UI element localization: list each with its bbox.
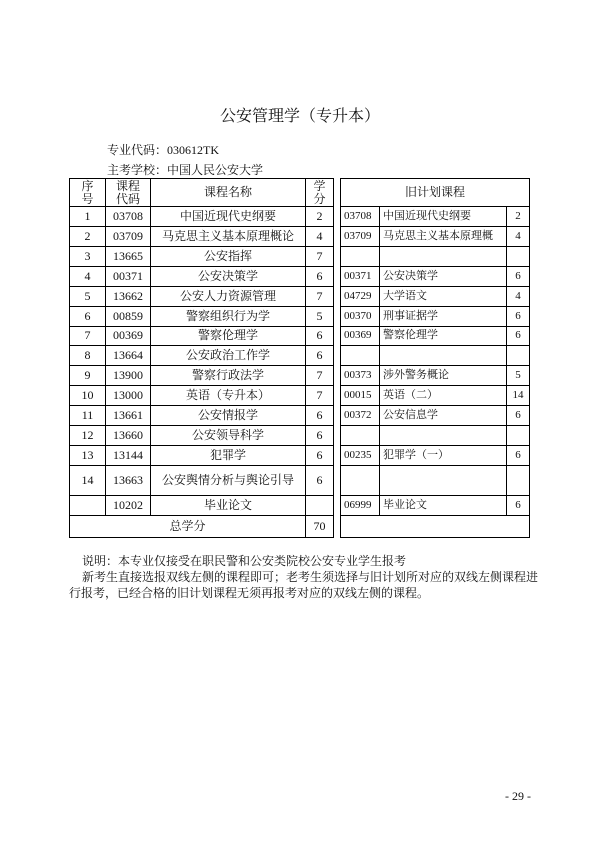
total-credit: 70 xyxy=(306,515,334,537)
course-code-cell: 13144 xyxy=(106,445,151,465)
course-code-cell: 13900 xyxy=(106,366,151,386)
credit-cell: 4 xyxy=(306,227,334,247)
course-code-cell: 00369 xyxy=(106,326,151,346)
old-course-code-cell: 00015 xyxy=(341,386,380,406)
course-code-cell: 13660 xyxy=(106,425,151,445)
table-row xyxy=(70,247,334,267)
old-plan-row xyxy=(341,266,530,286)
table-row xyxy=(70,286,334,306)
old-plan-row xyxy=(341,247,530,267)
old-course-code-cell: 03708 xyxy=(341,207,380,227)
old-plan-row xyxy=(341,366,530,386)
old-plan-header: 旧计划课程 xyxy=(341,179,530,207)
old-credit-cell: 2 xyxy=(507,207,530,227)
old-course-name-cell xyxy=(380,346,507,366)
old-course-name-cell: 刑事证据学 xyxy=(380,306,507,326)
old-plan-total-blank xyxy=(341,515,530,537)
old-credit-cell: 6 xyxy=(507,306,530,326)
old-plan-row xyxy=(341,386,530,406)
table-row xyxy=(70,346,334,366)
credit-cell: 6 xyxy=(306,425,334,445)
seq-cell: 10 xyxy=(70,386,106,406)
course-name-cell: 公安决策学 xyxy=(151,266,306,286)
credit-cell: 7 xyxy=(306,247,334,267)
table-row xyxy=(70,445,334,465)
course-name-cell: 毕业论文 xyxy=(151,495,306,515)
credit-cell: 7 xyxy=(306,386,334,406)
major-code: 专业代码：030612TK xyxy=(107,143,219,157)
old-plan-row xyxy=(341,326,530,346)
seq-cell: 11 xyxy=(70,406,106,426)
page-number: - 29 - xyxy=(505,789,531,803)
old-credit-cell: 4 xyxy=(507,286,530,306)
course-name-cell: 公安指挥 xyxy=(151,247,306,267)
course-name-cell: 马克思主义基本原理概论 xyxy=(151,227,306,247)
exam-school: 主考学校：中国人民公安大学 xyxy=(107,163,264,177)
table-row xyxy=(70,465,334,495)
total-row xyxy=(70,515,334,537)
course-name-cell: 犯罪学 xyxy=(151,445,306,465)
old-course-name-cell: 英语（二） xyxy=(380,386,507,406)
old-credit-cell: 6 xyxy=(507,266,530,286)
seq-cell xyxy=(70,495,106,515)
old-credit-cell: 6 xyxy=(507,406,530,426)
table-row xyxy=(70,425,334,445)
credit-cell: 6 xyxy=(306,346,334,366)
old-course-code-cell: 00372 xyxy=(341,406,380,426)
old-course-name-cell xyxy=(380,425,507,445)
seq-cell: 5 xyxy=(70,286,106,306)
old-course-code-cell: 06999 xyxy=(341,495,380,515)
course-code-cell: 10202 xyxy=(106,495,151,515)
seq-cell: 1 xyxy=(70,207,106,227)
credit-header-label: 学分 xyxy=(313,178,326,206)
course-code-cell: 00371 xyxy=(106,266,151,286)
course-code-cell: 00859 xyxy=(106,306,151,326)
course-name-cell: 警察伦理学 xyxy=(151,326,306,346)
old-course-code-cell xyxy=(341,346,380,366)
old-plan-row xyxy=(341,425,530,445)
credit-cell: 7 xyxy=(306,366,334,386)
old-course-name-cell: 公安信息学 xyxy=(380,406,507,426)
table-row xyxy=(70,366,334,386)
table-header-row xyxy=(70,179,334,207)
course-name-cell: 警察组织行为学 xyxy=(151,306,306,326)
note-line: 说明：本专业仅接受在职民警和公安类院校公安专业学生报考 xyxy=(82,554,407,568)
page-title: 公安管理学（专升本） xyxy=(219,108,380,125)
seq-cell: 3 xyxy=(70,247,106,267)
course-code-cell: 03708 xyxy=(106,207,151,227)
old-credit-cell: 5 xyxy=(507,366,530,386)
old-course-name-cell: 马克思主义基本原理概 xyxy=(380,227,507,247)
old-credit-cell: 6 xyxy=(507,445,530,465)
note-line: 新考生直接选报双线左侧的课程即可；老考生须选择与旧计划所对应的双线左侧课程进 xyxy=(82,570,539,584)
old-credit-cell: 6 xyxy=(507,326,530,346)
course-code-cell: 13661 xyxy=(106,406,151,426)
course-name-cell: 英语（专升本） xyxy=(151,386,306,406)
course-name-cell: 公安领导科学 xyxy=(151,425,306,445)
seq-cell: 8 xyxy=(70,346,106,366)
course-name-cell: 公安情报学 xyxy=(151,406,306,426)
old-course-code-cell: 00370 xyxy=(341,306,380,326)
course-name-cell: 警察行政法学 xyxy=(151,366,306,386)
old-course-name-cell: 警察伦理学 xyxy=(380,326,507,346)
name-header: 课程名称 xyxy=(151,179,306,207)
old-course-name-cell xyxy=(380,247,507,267)
old-course-name-cell: 涉外警务概论 xyxy=(380,366,507,386)
old-plan-total-row xyxy=(341,515,530,537)
old-credit-cell: 14 xyxy=(507,386,530,406)
seq-cell: 12 xyxy=(70,425,106,445)
table-row xyxy=(70,495,334,515)
seq-header xyxy=(70,179,106,207)
course-code-cell: 13000 xyxy=(106,386,151,406)
seq-cell: 6 xyxy=(70,306,106,326)
old-plan-row xyxy=(341,346,530,366)
credit-cell: 2 xyxy=(306,207,334,227)
seq-header-label: 序号 xyxy=(81,178,94,206)
course-code-cell: 13665 xyxy=(106,247,151,267)
credit-cell: 5 xyxy=(306,306,334,326)
old-plan-row xyxy=(341,227,530,247)
old-credit-cell xyxy=(507,247,530,267)
credit-cell: 6 xyxy=(306,326,334,346)
old-course-name-cell: 毕业论文 xyxy=(380,495,507,515)
seq-cell: 4 xyxy=(70,266,106,286)
course-name-cell: 公安政治工作学 xyxy=(151,346,306,366)
old-plan-row xyxy=(341,406,530,426)
table-row xyxy=(70,326,334,346)
old-course-code-cell xyxy=(341,465,380,495)
course-table xyxy=(69,178,334,538)
old-plan-table xyxy=(340,178,530,538)
credit-cell: 6 xyxy=(306,406,334,426)
old-plan-row xyxy=(341,207,530,227)
old-course-code-cell: 00369 xyxy=(341,326,380,346)
old-course-code-cell: 00373 xyxy=(341,366,380,386)
seq-cell: 7 xyxy=(70,326,106,346)
table-row xyxy=(70,207,334,227)
course-name-cell: 公安舆情分析与舆论引导 xyxy=(151,465,306,495)
old-course-code-cell: 00371 xyxy=(341,266,380,286)
course-code-cell: 13663 xyxy=(106,465,151,495)
table-row xyxy=(70,266,334,286)
old-plan-row xyxy=(341,286,530,306)
course-code-cell: 13662 xyxy=(106,286,151,306)
old-course-name-cell: 中国近现代史纲要 xyxy=(380,207,507,227)
credit-cell: 7 xyxy=(306,286,334,306)
old-course-code-cell xyxy=(341,247,380,267)
old-course-name-cell: 大学语文 xyxy=(380,286,507,306)
note-line: 行报考，已经合格的旧计划课程无须再报考对应的双线左侧的课程。 xyxy=(69,586,430,600)
credit-cell xyxy=(306,495,334,515)
old-course-name-cell: 犯罪学（一） xyxy=(380,445,507,465)
old-plan-row xyxy=(341,465,530,495)
old-credit-cell: 6 xyxy=(507,495,530,515)
total-label: 总学分 xyxy=(70,515,306,537)
old-plan-header-row xyxy=(341,179,530,207)
old-credit-cell xyxy=(507,425,530,445)
old-credit-cell xyxy=(507,465,530,495)
old-course-code-cell: 00235 xyxy=(341,445,380,465)
old-credit-cell xyxy=(507,346,530,366)
old-course-name-cell: 公安决策学 xyxy=(380,266,507,286)
code-header xyxy=(106,179,151,207)
seq-cell: 2 xyxy=(70,227,106,247)
credit-header xyxy=(306,179,334,207)
old-course-name-cell xyxy=(380,465,507,495)
credit-cell: 6 xyxy=(306,266,334,286)
old-course-code-cell: 04729 xyxy=(341,286,380,306)
credit-cell: 6 xyxy=(306,445,334,465)
course-code-cell: 13664 xyxy=(106,346,151,366)
course-name-cell: 公安人力资源管理 xyxy=(151,286,306,306)
seq-cell: 14 xyxy=(70,465,106,495)
old-credit-cell: 4 xyxy=(507,227,530,247)
table-row xyxy=(70,306,334,326)
table-row xyxy=(70,227,334,247)
table-row xyxy=(70,386,334,406)
old-plan-row xyxy=(341,495,530,515)
credit-cell: 6 xyxy=(306,465,334,495)
course-name-cell: 中国近现代史纲要 xyxy=(151,207,306,227)
old-plan-row xyxy=(341,445,530,465)
old-course-code-cell xyxy=(341,425,380,445)
seq-cell: 13 xyxy=(70,445,106,465)
old-plan-row xyxy=(341,306,530,326)
seq-cell: 9 xyxy=(70,366,106,386)
code-header-label: 课程代码 xyxy=(115,178,140,206)
course-code-cell: 03709 xyxy=(106,227,151,247)
old-course-code-cell: 03709 xyxy=(341,227,380,247)
table-row xyxy=(70,406,334,426)
